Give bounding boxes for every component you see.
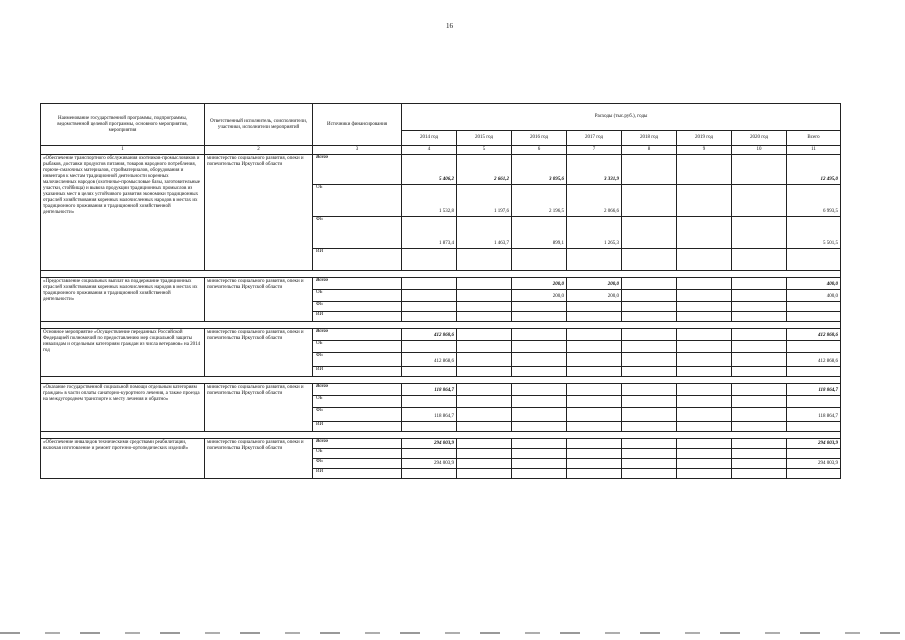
amount-cell [732, 217, 787, 249]
amount-cell [512, 469, 567, 479]
amount-cell [457, 353, 512, 367]
amount-cell [457, 341, 512, 353]
amount-cell [457, 469, 512, 479]
amount-cell: 200,0 [567, 290, 622, 302]
header-year: 2019 год [677, 131, 732, 146]
amount-cell [677, 422, 732, 432]
measure-name: «Оказание государственной социальной помощи отдельным категориям граждан» в части оплаты санаторно-курортного лечения, а также проезда на междугороднем транспорте к месту лечения и обратно» [41, 384, 205, 432]
amount-cell: 1 463,7 [457, 217, 512, 249]
amount-cell [622, 329, 677, 341]
column-number: 11 [787, 146, 841, 155]
amount-cell [622, 312, 677, 322]
header-executor: Ответственный исполнитель, соисполнители, участники, исполнители мероприятий [205, 104, 313, 146]
amount-cell: 118 864,7 [787, 384, 841, 396]
amount-cell [512, 249, 567, 271]
amount-cell [622, 341, 677, 353]
funding-source: ИИ [313, 249, 402, 271]
amount-cell [402, 449, 457, 459]
amount-cell [622, 396, 677, 408]
column-number: 9 [677, 146, 732, 155]
amount-cell [402, 422, 457, 432]
column-numbers-row [41, 146, 841, 155]
amount-cell [567, 302, 622, 312]
measure-name: «Предоставление социальных выплат на поддержание традиционных отраслей хозяйствования коренных малочисленных народов в местах их традиционного проживания и традиционной хозяйственной деятельности» [41, 278, 205, 322]
amount-cell [567, 469, 622, 479]
funding-source: Всего [313, 329, 402, 341]
amount-cell [457, 459, 512, 469]
amount-cell [787, 367, 841, 377]
amount-cell [677, 449, 732, 459]
amount-cell [787, 312, 841, 322]
amount-cell [567, 249, 622, 271]
funding-source: ФБ [313, 408, 402, 422]
amount-cell [787, 469, 841, 479]
amount-cell [622, 384, 677, 396]
amount-cell: 412 868,6 [787, 353, 841, 367]
budget-table [40, 103, 841, 479]
page-number: 16 [446, 22, 453, 30]
amount-cell [622, 278, 677, 290]
amount-cell: 6 993,5 [787, 185, 841, 217]
amount-cell [512, 367, 567, 377]
amount-cell [567, 422, 622, 432]
amount-cell [677, 439, 732, 449]
amount-cell [402, 249, 457, 271]
amount-cell [787, 249, 841, 271]
amount-cell [622, 449, 677, 459]
funding-source: ИИ [313, 469, 402, 479]
amount-cell [457, 367, 512, 377]
amount-cell: 412 868,6 [402, 353, 457, 367]
amount-cell: 12 495,0 [787, 155, 841, 185]
amount-cell [622, 469, 677, 479]
amount-cell [622, 353, 677, 367]
funding-source: ФБ [313, 302, 402, 312]
amount-cell [512, 439, 567, 449]
amount-cell [512, 341, 567, 353]
amount-cell [732, 185, 787, 217]
amount-cell [677, 384, 732, 396]
amount-cell [567, 367, 622, 377]
amount-cell [567, 449, 622, 459]
column-number: 2 [205, 146, 313, 155]
funding-source: ФБ [313, 217, 402, 249]
amount-cell [677, 341, 732, 353]
amount-cell: 2 661,2 [457, 155, 512, 185]
amount-cell [677, 329, 732, 341]
header-name: Наименование государственной программы, подпрограммы, ведомственной целевой программы, основного мероприятия, мероприятия [41, 104, 205, 146]
amount-cell: 1 265,3 [567, 217, 622, 249]
amount-cell [677, 469, 732, 479]
amount-cell [402, 302, 457, 312]
amount-cell [457, 302, 512, 312]
amount-cell [512, 459, 567, 469]
scan-artifact [0, 632, 905, 634]
amount-cell [512, 422, 567, 432]
funding-source: ОБ [313, 449, 402, 459]
row-gap [41, 377, 841, 384]
amount-cell: 2 066,6 [567, 185, 622, 217]
row-gap-cell [41, 377, 841, 384]
amount-cell [457, 396, 512, 408]
amount-cell [622, 439, 677, 449]
funding-source: Всего [313, 384, 402, 396]
amount-cell [677, 396, 732, 408]
funding-source: ФБ [313, 459, 402, 469]
amount-cell [677, 155, 732, 185]
measure-executor: министерство социального развития, опеки и попечительства Иркутской области [205, 329, 313, 377]
amount-cell [677, 290, 732, 302]
amount-cell [567, 353, 622, 367]
amount-cell [732, 290, 787, 302]
funding-source: ОБ [313, 185, 402, 217]
amount-cell [402, 367, 457, 377]
row-gap [41, 432, 841, 439]
amount-cell [677, 302, 732, 312]
amount-cell [622, 302, 677, 312]
amount-cell [567, 312, 622, 322]
amount-cell [732, 353, 787, 367]
amount-cell [787, 422, 841, 432]
header-year: 2016 год [512, 131, 567, 146]
column-number: 7 [567, 146, 622, 155]
funding-source: ФБ [313, 353, 402, 367]
funding-source: Всего [313, 155, 402, 185]
amount-cell [677, 459, 732, 469]
amount-cell [732, 249, 787, 271]
amount-cell [677, 367, 732, 377]
row-gap [41, 271, 841, 278]
amount-cell [622, 422, 677, 432]
amount-cell: 200,0 [512, 278, 567, 290]
header-expenses: Расходы (тыс.руб.), годы [402, 104, 841, 131]
amount-cell [457, 408, 512, 422]
amount-cell [622, 249, 677, 271]
amount-cell: 3 095,6 [512, 155, 567, 185]
amount-cell [622, 367, 677, 377]
funding-source: ОБ [313, 396, 402, 408]
amount-cell [677, 249, 732, 271]
amount-cell [567, 329, 622, 341]
amount-cell [732, 396, 787, 408]
funding-source: Всего [313, 278, 402, 290]
amount-cell: 412 868,6 [402, 329, 457, 341]
measure-name: Основное мероприятие «Осуществление переданных Российской Федерацией полномочий по предоставлению мер социальной защиты инвалидам и отдельным категориям граждан из числа ветеранов» на 2014 год [41, 329, 205, 377]
measure-executor: министерство социального развития, опеки и попечительства Иркутской области [205, 155, 313, 271]
amount-cell [402, 341, 457, 353]
header-year: 2017 год [567, 131, 622, 146]
amount-cell: 899,1 [512, 217, 567, 249]
amount-cell [512, 396, 567, 408]
amount-cell: 118 864,7 [402, 408, 457, 422]
amount-cell [402, 312, 457, 322]
header-year: 2014 год [402, 131, 457, 146]
amount-cell [567, 439, 622, 449]
amount-cell [457, 329, 512, 341]
amount-cell [567, 384, 622, 396]
amount-cell: 294 003,9 [402, 439, 457, 449]
table-row [41, 278, 841, 290]
amount-cell [402, 290, 457, 302]
amount-cell [402, 278, 457, 290]
amount-cell [677, 353, 732, 367]
amount-cell: 200,0 [567, 278, 622, 290]
amount-cell [402, 469, 457, 479]
amount-cell [402, 396, 457, 408]
amount-cell [732, 312, 787, 322]
amount-cell: 118 864,7 [402, 384, 457, 396]
amount-cell: 2 196,5 [512, 185, 567, 217]
amount-cell [677, 217, 732, 249]
amount-cell [732, 384, 787, 396]
column-number: 3 [313, 146, 402, 155]
amount-cell [512, 302, 567, 312]
amount-cell [512, 312, 567, 322]
amount-cell [732, 459, 787, 469]
amount-cell: 400,0 [787, 278, 841, 290]
amount-cell [677, 278, 732, 290]
funding-source: Всего [313, 439, 402, 449]
amount-cell [732, 302, 787, 312]
column-number: 6 [512, 146, 567, 155]
amount-cell: 400,0 [787, 290, 841, 302]
amount-cell [732, 408, 787, 422]
amount-cell [732, 278, 787, 290]
funding-source: ОБ [313, 290, 402, 302]
amount-cell [732, 367, 787, 377]
measure-name: «Обеспечение транспортного обслуживания охотников-промысловиков и рыбаков, доставки продуктов питания, товаров народного потребления, горюче-смазочных материалов, стройматериалов, оборудования и инвентаря к местам традиционной деятельности коренных малочисленных народов (охотничье-промысловые базы, заготовительные участки, стойбища) и вывоза продукции традиционных промыслов из указанных мест в целях устойчивого развития экономики традиционных отраслей хозяйствования коренных малочисленных народов в местах их традиционного проживания и традиционной хозяйственной деятельности» [41, 155, 205, 271]
amount-cell [787, 396, 841, 408]
amount-cell [622, 408, 677, 422]
table-row [41, 439, 841, 449]
amount-cell: 1 197,6 [457, 185, 512, 217]
amount-cell [622, 185, 677, 217]
measure-executor: министерство социального развития, опеки и попечительства Иркутской области [205, 278, 313, 322]
amount-cell: 294 003,9 [787, 439, 841, 449]
table-body [41, 155, 841, 479]
amount-cell: 3 331,9 [567, 155, 622, 185]
amount-cell [732, 341, 787, 353]
amount-cell [622, 217, 677, 249]
column-number: 10 [732, 146, 787, 155]
amount-cell [457, 278, 512, 290]
amount-cell [732, 155, 787, 185]
amount-cell [677, 408, 732, 422]
amount-cell [457, 249, 512, 271]
amount-cell: 1 532,8 [402, 185, 457, 217]
amount-cell [457, 312, 512, 322]
header-year: 2020 год [732, 131, 787, 146]
amount-cell [732, 329, 787, 341]
amount-cell [457, 384, 512, 396]
amount-cell [567, 341, 622, 353]
amount-cell [732, 449, 787, 459]
column-number: 4 [402, 146, 457, 155]
amount-cell [457, 439, 512, 449]
funding-source: ИИ [313, 367, 402, 377]
amount-cell [622, 290, 677, 302]
amount-cell: 200,0 [512, 290, 567, 302]
amount-cell [787, 449, 841, 459]
amount-cell: 1 873,4 [402, 217, 457, 249]
amount-cell [512, 329, 567, 341]
amount-cell [567, 396, 622, 408]
amount-cell [677, 185, 732, 217]
amount-cell [787, 302, 841, 312]
amount-cell [732, 422, 787, 432]
header-source: Источники финансирования [313, 104, 402, 146]
funding-source: ИИ [313, 312, 402, 322]
amount-cell [457, 422, 512, 432]
column-number: 8 [622, 146, 677, 155]
header-year: 2015 год [457, 131, 512, 146]
funding-source: ИИ [313, 422, 402, 432]
amount-cell: 5 501,5 [787, 217, 841, 249]
amount-cell: 294 003,9 [402, 459, 457, 469]
amount-cell [567, 408, 622, 422]
measure-name: «Обеспечение инвалидов техническими средствами реабилитации, включая изготовление и ремонт протезно-ортопедических изделий» [41, 439, 205, 479]
amount-cell [512, 449, 567, 459]
amount-cell [677, 312, 732, 322]
column-number: 5 [457, 146, 512, 155]
row-gap-cell [41, 271, 841, 278]
amount-cell [457, 449, 512, 459]
amount-cell [787, 341, 841, 353]
amount-cell [622, 155, 677, 185]
amount-cell: 5 406,2 [402, 155, 457, 185]
table-row [41, 329, 841, 341]
amount-cell [512, 353, 567, 367]
header-year: 2018 год [622, 131, 677, 146]
column-number: 1 [41, 146, 205, 155]
amount-cell: 294 003,9 [787, 459, 841, 469]
row-gap-cell [41, 432, 841, 439]
row-gap [41, 322, 841, 329]
amount-cell: 412 868,6 [787, 329, 841, 341]
measure-executor: министерство социального развития, опеки и попечительства Иркутской области [205, 384, 313, 432]
amount-cell: 118 864,7 [787, 408, 841, 422]
amount-cell [567, 459, 622, 469]
amount-cell [732, 469, 787, 479]
amount-cell [732, 439, 787, 449]
table-row [41, 155, 841, 185]
funding-source: ОБ [313, 341, 402, 353]
table-row [41, 384, 841, 396]
row-gap-cell [41, 322, 841, 329]
measure-executor: министерство социального развития, опеки и попечительства Иркутской области [205, 439, 313, 479]
amount-cell [457, 290, 512, 302]
amount-cell [622, 459, 677, 469]
amount-cell [512, 408, 567, 422]
amount-cell [512, 384, 567, 396]
header-year: Всего [787, 131, 841, 146]
